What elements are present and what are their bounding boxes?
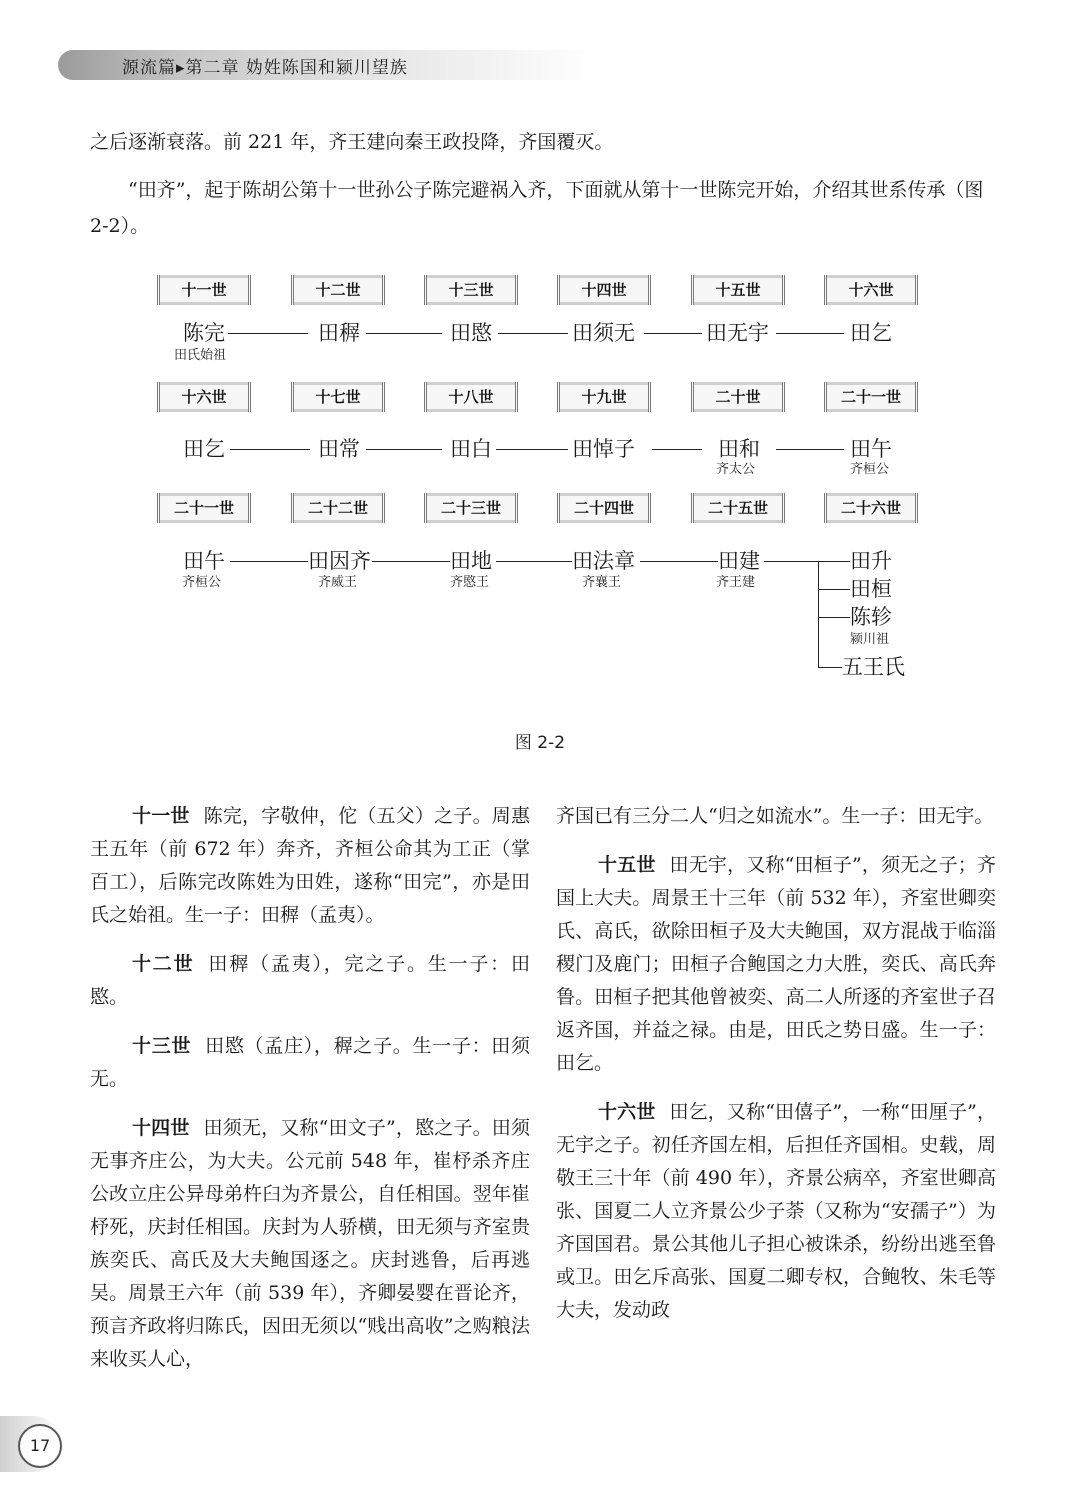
connector-line (640, 561, 718, 562)
branch-name: 田升 (850, 549, 892, 573)
gen-label: 十五世 (691, 275, 785, 305)
connector-line (230, 561, 308, 562)
entry-text: 田无宇，又称“田桓子”，须无之子；齐国上大夫。周景王十三年（前 532 年），齐室世卿奕氏、高氏，欲除田桓子及大夫鲍国，双方混战于临淄稷门及鹿门；田桓子合鲍国之力大胜，奕氏、高氏奔鲁。田桓子把其他曾被奕、高二人所逐的齐室世子召返齐国，并益之禄。由是，田氏之势日盛。生一子：田乞。 (556, 854, 996, 1074)
person-name: 田稺 (318, 321, 360, 345)
person-title: 齐王建 (716, 575, 756, 590)
connector-line (496, 561, 572, 562)
branch-connector (818, 561, 850, 562)
person-name: 田愍 (450, 321, 492, 345)
person-name: 田地 (450, 549, 492, 573)
page-number: 17 (18, 1424, 62, 1468)
gen-label: 十六世 (824, 275, 918, 305)
intro-paragraph-2: “田齐”，起于陈胡公第十一世孙公子陈完避祸入齐，下面就从第十一世陈完开始，介绍其世系传承（图 2-2）。 (90, 179, 984, 237)
branch-connector (818, 617, 850, 618)
intro-paragraph-1: 之后逐渐衰落。前 221 年，齐王建向秦王政投降，齐国覆灭。 (90, 131, 614, 153)
branch-name: 田桓 (850, 577, 892, 601)
entry-paragraph (556, 849, 996, 1080)
gen-label: 十六世 (157, 382, 251, 412)
entry-paragraph (90, 1030, 530, 1096)
gen-label: 二十五世 (691, 493, 785, 523)
person-name: 田乞 (183, 437, 225, 461)
connector-line (228, 333, 308, 334)
person-name: 田和 (718, 437, 760, 461)
gen-label: 二十三世 (424, 493, 518, 523)
gen-label: 十一世 (157, 275, 251, 305)
gen-label: 二十世 (691, 382, 785, 412)
entry-text: 田须无，又称“田文子”，愍之子。田须无事齐庄公，为大夫。公元前 548 年，崔杼杀齐庄公改立庄公异母弟杵臼为齐景公，自任相国。翌年崔杼死，庆封任相国。庆封为人骄横，田无须与齐室贵族奕氏、高氏及大夫鲍国逐之。庆封逃鲁，后再逃吴。周景王六年（前 539 年），齐卿晏婴在晋论齐，预言齐政将归陈氏，因田无须以“贱出高收”之购粮法来收买人心， (90, 1117, 530, 1370)
gen-label: 十三世 (424, 275, 518, 305)
entry-paragraph (556, 1096, 996, 1327)
connector-line (776, 333, 844, 334)
person-title: 田氏始祖 (174, 348, 227, 363)
branch-connector (818, 667, 842, 668)
right-column (556, 800, 996, 1343)
person-title: 齐太公 (716, 462, 756, 477)
connector-line (764, 561, 818, 562)
gen-label: 十四世 (557, 275, 651, 305)
branch-name: 五王氏 (842, 655, 905, 679)
person-name: 田建 (718, 549, 760, 573)
gen-label: 十二世 (291, 275, 385, 305)
person-name: 陈完 (183, 321, 225, 345)
entry-heading: 十二世 (132, 953, 195, 975)
person-title: 齐威王 (318, 575, 358, 590)
person-title: 齐桓公 (850, 462, 890, 477)
connector-line (776, 449, 844, 450)
person-name: 田乞 (850, 321, 892, 345)
entry-text: 陈完，字敬仲，佗（五父）之子。周惠王五年（前 672 年）奔齐，齐桓公命其为工正（掌百工），后陈完改陈姓为田姓，遂称“田完”，亦是田氏之始祖。生一子：田稺（孟夷）。 (90, 805, 530, 926)
connector-line (652, 449, 702, 450)
connector-line (366, 449, 442, 450)
person-name: 田因齐 (308, 549, 371, 573)
connector-line (366, 333, 442, 334)
connector-line (496, 449, 568, 450)
gen-label: 二十一世 (157, 493, 251, 523)
entry-text: 田愍（孟庄），稺之子。生一子：田须无。 (90, 1035, 530, 1090)
person-name: 田无宇 (706, 321, 769, 345)
branch-title: 颍川祖 (850, 632, 890, 647)
connector-line (230, 449, 310, 450)
entry-text: 田稺（孟夷），完之子。生一子：田愍。 (90, 953, 530, 1008)
continued-paragraph: 齐国已有三分二人“归之如流水”。生一子：田无宇。 (556, 805, 994, 827)
entry-paragraph (90, 948, 530, 1014)
gen-label: 二十六世 (824, 493, 918, 523)
entry-heading: 十一世 (132, 805, 190, 827)
entry-text: 田乞，又称“田僖子”，一称“田厘子”，无宇之子。初任齐国左相，后担任齐国相。史载，周敬王三十年（前 490 年），齐景公病卒，齐室世卿高张、国夏二人立齐景公少子荼（又称为“安孺子”）为齐国国君。景公其他儿子担心被诛杀，纷纷出逃至鲁或卫。田乞斥高张、国夏二卿专权，合鲍牧、朱毛等大夫，发动政 (556, 1101, 996, 1321)
person-name: 田午 (850, 437, 892, 461)
gen-label: 十八世 (424, 382, 518, 412)
branch-connector (818, 589, 850, 590)
person-title: 齐襄王 (582, 575, 622, 590)
entry-heading: 十五世 (598, 854, 656, 876)
gen-label: 十七世 (291, 382, 385, 412)
entry-paragraph (90, 1112, 530, 1376)
running-header: 源流篇▸第二章 妫姓陈国和颍川望族 (122, 58, 408, 78)
person-name: 田法章 (572, 549, 635, 573)
person-name: 田须无 (572, 321, 635, 345)
gen-label: 二十二世 (291, 493, 385, 523)
person-name: 田午 (183, 549, 225, 573)
branch-name: 陈轸 (850, 605, 892, 629)
connector-line (644, 333, 702, 334)
person-title: 齐桓公 (182, 575, 222, 590)
figure-caption: 图 2-2 (514, 733, 566, 753)
branch-line (818, 561, 819, 667)
entry-heading: 十三世 (132, 1035, 192, 1057)
connector-line (372, 561, 450, 562)
left-column (90, 800, 530, 1392)
person-name: 田悼子 (572, 437, 635, 461)
entry-heading: 十六世 (598, 1101, 656, 1123)
connector-line (498, 333, 568, 334)
person-name: 田常 (318, 437, 360, 461)
gen-label: 二十一世 (824, 382, 918, 412)
gen-label: 二十四世 (557, 493, 651, 523)
person-title: 齐愍王 (450, 575, 490, 590)
gen-label: 十九世 (557, 382, 651, 412)
entry-heading: 十四世 (132, 1117, 190, 1139)
person-name: 田白 (450, 437, 492, 461)
entry-paragraph (90, 800, 530, 932)
